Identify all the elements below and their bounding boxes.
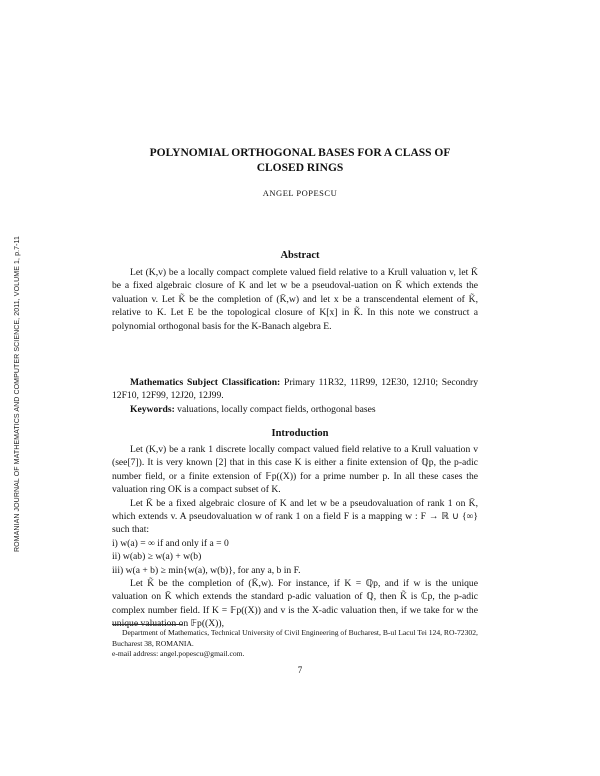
- paper-title: [100, 146, 500, 176]
- page-number: 7: [297, 665, 303, 675]
- footnote-rule: [112, 624, 182, 625]
- keywords-label: Keywords:: [130, 403, 175, 415]
- list-item-3: iii) w(a + b) ≥ min{w(a), w(b)}, for any a, b in F.: [112, 564, 301, 576]
- footnote-email: e-mail address: angel.popescu@gmail.com.: [112, 649, 245, 658]
- footnote-affiliation: Department of Mathematics, Technical University of Civil Engineering of Bucharest, B-ul Lacul Tei 124, RO-72302, Bucharest 38, ROMANIA.: [112, 628, 478, 648]
- msc-block: [112, 376, 478, 416]
- list-item-2: ii) w(ab) ≥ w(a) + w(b): [112, 551, 202, 563]
- keywords-text: valuations, locally compact fields, orthogonal bases: [174, 403, 376, 415]
- abstract-text: Let (K,v) be a locally compact complete valued field relative to a Krull valuation v, let K̄ be a fixed algebraic closure of K and let w be a pseudoval-uation on K̄ which extends the valuation v. Let K̃ be the completion of (K̄,w) and let x be a transcendental element of K̃, relative to K. Let E be the topological closure of K[x] in K̃. In this note we construct a polynomial orthogonal basis for the K-Banach algebra E.: [112, 267, 478, 332]
- intro-paragraph-3: Let K̃ be the completion of (K̄,w). For instance, if K = ℚp, and if w is the unique valuation on K̄ which extends the standard p-adic valuation of ℚ, then K̃ is ℂp, the p-adic complex number field. If K = 𝔽p((X)) and v is the X-adic valuation then, if we take for w the unique valuation on 𝔽p((X)),: [112, 578, 478, 630]
- list-item-1: i) w(a) = ∞ if and only if a = 0: [112, 537, 229, 549]
- introduction-heading: Introduction: [271, 428, 329, 439]
- intro-paragraph-2: Let K̄ be a fixed algebraic closure of K and let w be a pseudovaluation of rank 1 on K̄, which extends v. A pseudovaluation w of rank 1 on a field F is a mapping w : F → ℝ ∪ {∞} such that:: [112, 497, 478, 536]
- introduction-body: [112, 443, 478, 631]
- abstract-heading: Abstract: [280, 250, 320, 261]
- msc-text: Primary 11R32, 11R99, 12E30, 12J10; Secondry 12F10, 12F99, 12J20, 12J99.: [112, 377, 478, 402]
- footnote: [112, 628, 478, 660]
- intro-paragraph-1: Let (K,v) be a rank 1 discrete locally compact valued field relative to a Krull valuation v (see[7]). It is very known [2] that in this case K is either a finite extension of ℚp, the p-adic number field, or a finite extension of 𝔽p((X)) for a prime number p. In all these cases the valuation ring OK is a compact subset of K.: [112, 444, 478, 496]
- author-name: ANGEL POPESCU: [262, 188, 338, 198]
- title-line-1: POLYNOMIAL ORTHOGONAL BASES FOR A CLASS OF: [149, 147, 451, 159]
- msc-label: Mathematics Subject Classification:: [130, 377, 281, 388]
- journal-sidebar-text: ROMANIAN JOURNAL OF MATHEMATICS AND COMPUTER SCIENCE, 2011, VOLUME 1, p.7-11: [14, 235, 21, 553]
- abstract-body: [112, 266, 478, 333]
- title-line-2: CLOSED RINGS: [256, 162, 344, 174]
